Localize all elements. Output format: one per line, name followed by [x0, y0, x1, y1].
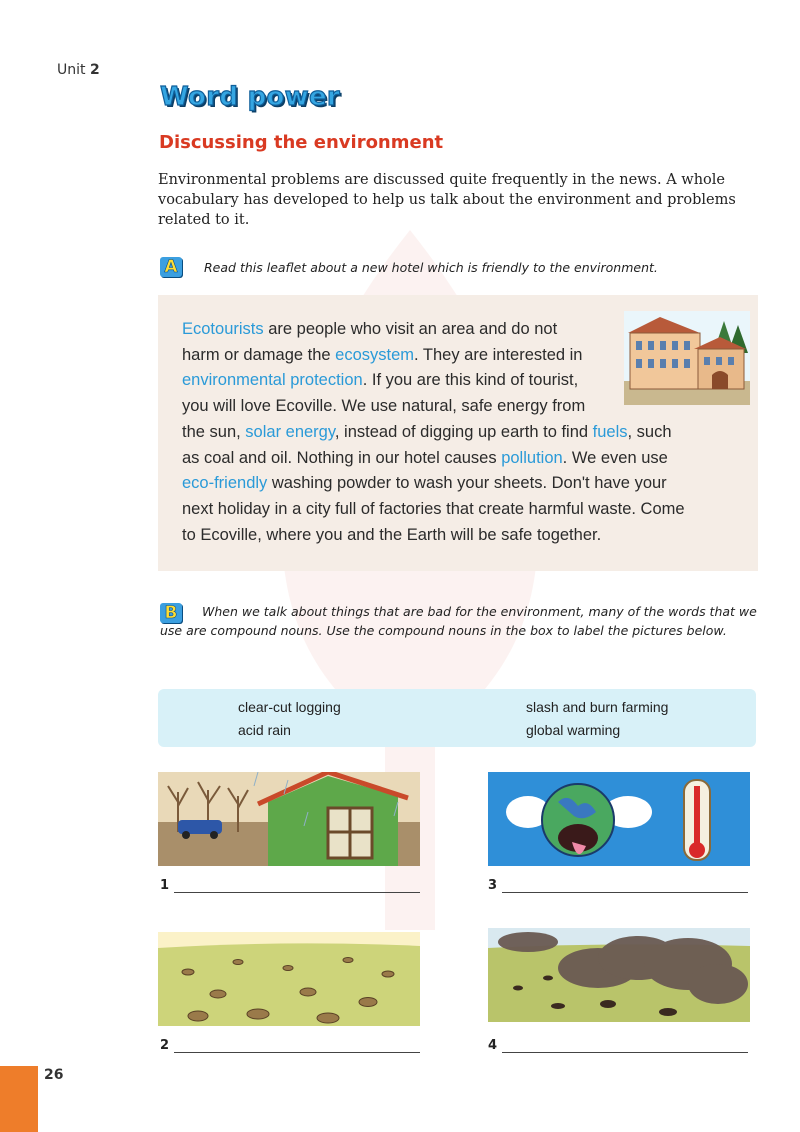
- clear-cut-logging-picture-icon: [158, 932, 420, 1026]
- global-warming-picture-icon: [488, 772, 750, 866]
- leaflet-text-segment: the sun,: [182, 422, 246, 441]
- leaflet-text-segment: to Ecoville, where you and the Earth will be safe together.: [182, 525, 602, 544]
- section-b-instruction: When we talk about things that are bad for the environment, many of the words that we use are compound nouns. Use the compound nouns in the box to label the pictures below.: [160, 604, 757, 638]
- leaflet-text-segment: are people who visit an area and do not: [263, 320, 558, 338]
- section-a-badge: A: [160, 257, 182, 277]
- answer-line-3[interactable]: [488, 878, 497, 893]
- section-b: [160, 603, 760, 640]
- section-b-badge: B: [160, 603, 182, 623]
- leaflet-text-segment: . If you are this kind of tourist,: [362, 371, 579, 390]
- hotel-illustration-icon: [624, 311, 750, 405]
- answer-line-4[interactable]: [488, 1038, 497, 1053]
- section-a: [160, 257, 658, 277]
- keyword-term: eco-friendly: [182, 474, 268, 493]
- page-title: Word power: [160, 82, 341, 112]
- leaflet-text-segment: washing powder to wash your sheets. Don't have your: [267, 474, 667, 493]
- word-box: [158, 689, 756, 747]
- leaflet-line: [182, 523, 742, 549]
- word-box-item: slash and burn farming: [526, 699, 669, 715]
- keyword-term: ecosystem: [335, 345, 415, 364]
- leaflet-line: [182, 497, 742, 523]
- word-box-item: clear-cut logging: [238, 699, 341, 715]
- keyword-term: environmental protection: [182, 371, 363, 390]
- page-tab: [0, 1066, 38, 1132]
- answer-number: 2: [160, 1038, 170, 1053]
- leaflet-text-segment: . They are interested in: [414, 345, 583, 364]
- leaflet-text-segment: harm or damage the: [182, 345, 336, 364]
- leaflet-text-segment: next holiday in a city full of factories that create harmful waste. Come: [182, 499, 685, 518]
- answer-line-2[interactable]: [160, 1038, 169, 1053]
- answer-line-1[interactable]: [160, 878, 169, 893]
- acid-rain-picture-icon: [158, 772, 420, 866]
- section-subtitle: Discussing the environment: [159, 132, 444, 153]
- leaflet-text-segment: , such: [627, 422, 672, 441]
- leaflet-text-segment: , instead of digging up earth to find: [334, 422, 593, 441]
- word-box-item: acid rain: [238, 722, 291, 738]
- leaflet-line: [182, 446, 742, 472]
- hotel-leaflet: [158, 295, 758, 571]
- leaflet-text-segment: . We even use: [562, 448, 668, 467]
- keyword-term: Ecotourists: [182, 320, 264, 338]
- word-box-item: global warming: [526, 722, 621, 738]
- leaflet-text-segment: you will love Ecoville. We use natural, safe energy from: [182, 397, 586, 416]
- keyword-term: pollution: [501, 448, 563, 467]
- leaflet-line: [182, 471, 742, 497]
- leaflet-text-segment: as coal and oil. Nothing in our hotel causes: [182, 448, 502, 467]
- unit-label: Unit 2: [57, 62, 100, 78]
- answer-number: 4: [488, 1038, 498, 1053]
- keyword-term: fuels: [592, 422, 628, 441]
- leaflet-line: [182, 420, 742, 446]
- section-a-instruction: Read this leaflet about a new hotel which is friendly to the environment.: [204, 260, 658, 275]
- keyword-term: solar energy: [245, 422, 335, 441]
- answer-number: 1: [160, 878, 170, 893]
- intro-paragraph: Environmental problems are discussed quite frequently in the news. A whole vocabulary has developed to help us talk about the environment and problems related to it.: [158, 172, 736, 228]
- page-number: 26: [44, 1067, 64, 1083]
- answer-number: 3: [488, 878, 498, 893]
- slash-and-burn-picture-icon: [488, 928, 750, 1022]
